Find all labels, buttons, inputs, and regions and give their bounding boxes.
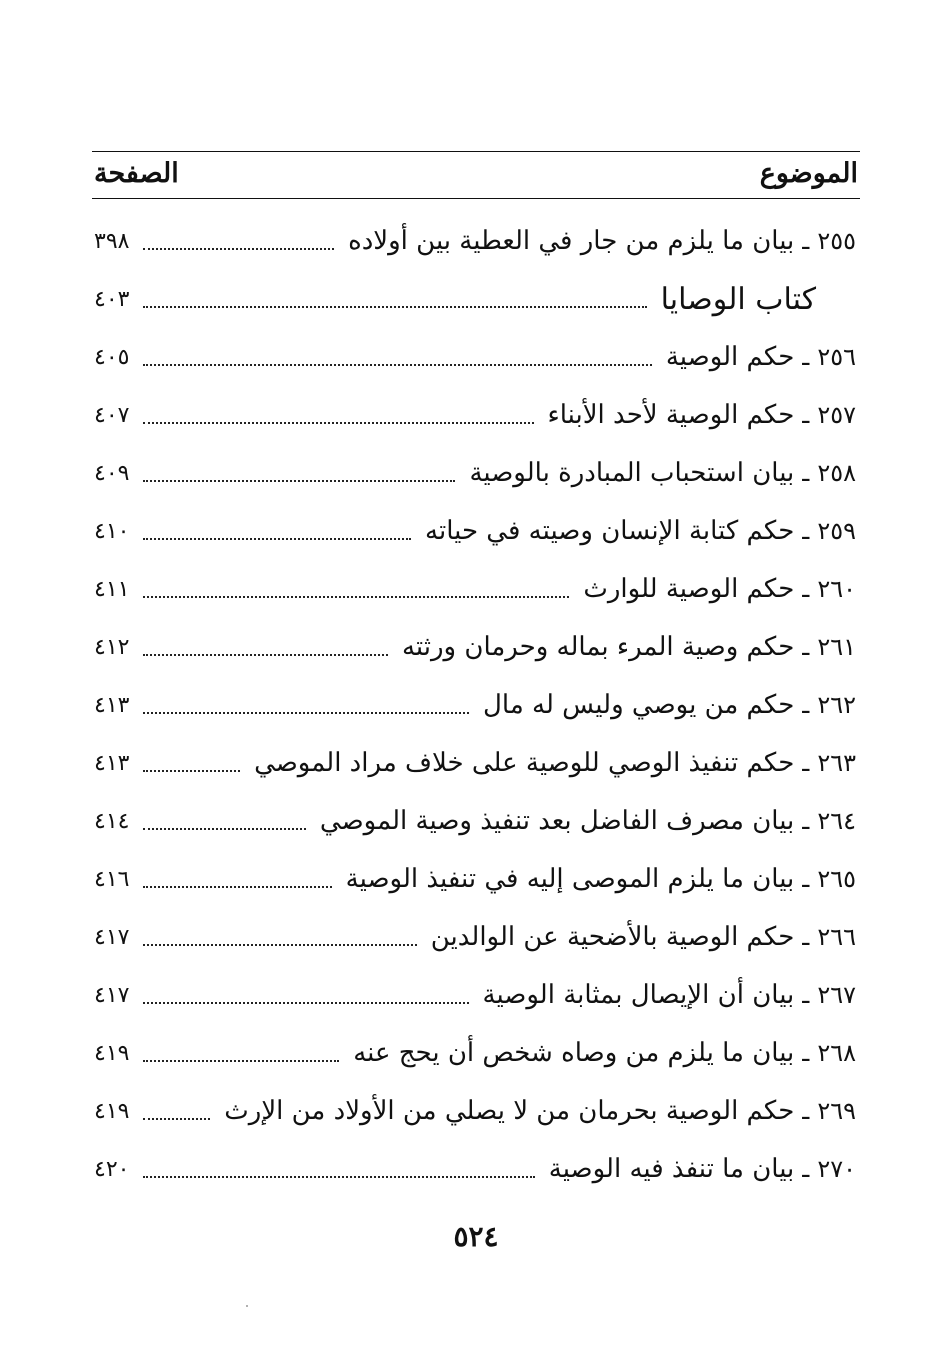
entry-title: بيان ما يلزم من جار في العطية بين أولاده [348, 226, 795, 256]
toc-entry [92, 1140, 860, 1198]
entry-title: بيان مصرف الفاضل بعد تنفيذ وصية الموصي [319, 806, 795, 836]
page-folio-number: ٥٢٤ [453, 1220, 499, 1253]
entry-title: حكم الوصية [665, 342, 795, 372]
entry-page-number: ٤١٠ [94, 518, 130, 544]
entry-number: ٢٦٣ [817, 749, 856, 777]
entry-title: حكم الوصية بالأضحية عن الوالدين [430, 922, 795, 952]
entry-dash: ـ [802, 227, 810, 255]
entry-dash: ـ [802, 981, 810, 1009]
entry-title: حكم الوصية للوارث [583, 574, 795, 604]
entry-title: بيان استحباب المبادرة بالوصية [469, 458, 795, 488]
entry-number: ٢٥٨ [817, 459, 856, 487]
entry-page-number: ٤١٩ [94, 1040, 130, 1066]
entry-dash: ـ [802, 633, 810, 661]
entry-number: ٢٥٦ [817, 343, 856, 371]
dot-leader [143, 306, 646, 308]
topic-column-heading: الموضوع [759, 158, 858, 189]
entry-page-number: ٤١٩ [94, 1098, 130, 1124]
table-of-contents [92, 212, 860, 1198]
dot-leader [143, 654, 388, 656]
entry-number: ٢٦٢ [817, 691, 856, 719]
entry-page-number: ٤٢٠ [94, 1156, 130, 1182]
entry-dash: ـ [802, 1039, 810, 1067]
entry-dash: ـ [802, 691, 810, 719]
dot-leader [143, 770, 240, 772]
dot-leader [143, 422, 533, 424]
entry-number: ٢٥٥ [817, 227, 856, 255]
dot-leader [143, 596, 569, 598]
toc-entry [92, 502, 860, 560]
toc-entry [92, 212, 860, 270]
entry-dash: ـ [802, 1097, 810, 1125]
toc-entry [92, 1082, 860, 1140]
dot-leader [143, 1176, 534, 1178]
toc-entry [92, 328, 860, 386]
dot-leader [143, 364, 651, 366]
dot-leader [143, 944, 416, 946]
entry-page-number: ٤١٦ [94, 866, 130, 892]
entry-number: ٢٦٠ [817, 575, 856, 603]
toc-entry [92, 792, 860, 850]
entry-number: ٢٥٩ [817, 517, 856, 545]
entry-number: ٢٦٤ [817, 807, 856, 835]
entry-dash: ـ [802, 343, 810, 371]
entry-title: حكم تنفيذ الوصي للوصية على خلاف مراد الموصي [254, 748, 795, 778]
toc-entry [92, 1024, 860, 1082]
toc-entry [92, 560, 860, 618]
toc-entry [92, 734, 860, 792]
dot-leader [143, 1118, 210, 1120]
dot-leader [143, 886, 331, 888]
book-title: كتاب الوصايا [660, 281, 816, 317]
dot-leader [143, 1002, 468, 1004]
entry-page-number: ٤١٧ [94, 924, 130, 950]
toc-entry [92, 908, 860, 966]
toc-entry [92, 966, 860, 1024]
toc-entry [92, 386, 860, 444]
entry-title: بيان ما تنفذ فيه الوصية [548, 1154, 795, 1184]
entry-title: بيان ما يلزم من وصاه شخص أن يحج عنه [353, 1038, 795, 1068]
entry-page-number: ٤١٧ [94, 982, 130, 1008]
entry-title: بيان أن الإيصال بمثابة الوصية [482, 980, 795, 1010]
entry-title: بيان ما يلزم الموصى إليه في تنفيذ الوصية [345, 864, 795, 894]
entry-page-number: ٣٩٨ [94, 228, 130, 254]
entry-number: ٢٧٠ [817, 1155, 856, 1183]
entry-dash: ـ [802, 401, 810, 429]
page-column-heading: الصفحة [94, 158, 179, 189]
entry-dash: ـ [802, 1155, 810, 1183]
toc-entry [92, 676, 860, 734]
entry-page-number: ٤١٣ [94, 750, 130, 776]
dot-leader [143, 1060, 339, 1062]
entry-dash: ـ [802, 517, 810, 545]
entry-number: ٢٦١ [817, 633, 856, 661]
entry-title: حكم كتابة الإنسان وصيته في حياته [425, 516, 795, 546]
entry-page-number: ٤٠٥ [94, 344, 130, 370]
toc-entry [92, 618, 860, 676]
entry-page-number: ٤١٤ [94, 808, 130, 834]
entry-page-number: ٤٠٧ [94, 402, 130, 428]
dot-leader [143, 248, 334, 250]
dot-leader [143, 712, 469, 714]
entry-title: حكم الوصية لأحد الأبناء [547, 400, 795, 430]
entry-dash: ـ [802, 865, 810, 893]
toc-entry [92, 444, 860, 502]
dot-leader [143, 538, 411, 540]
entry-title: حكم الوصية بحرمان من لا يصلي من الأولاد من الإرث [224, 1096, 795, 1126]
entry-title: حكم من يوصي وليس له مال [483, 690, 795, 720]
entry-dash: ـ [802, 923, 810, 951]
entry-number: ٢٦٥ [817, 865, 856, 893]
dot-leader [143, 480, 455, 482]
entry-dash: ـ [802, 749, 810, 777]
entry-page-number: ٤٠٩ [94, 460, 130, 486]
scan-speck [246, 1305, 248, 1307]
entry-page-number: ٤٠٣ [94, 286, 130, 312]
entry-number: ٢٦٦ [817, 923, 856, 951]
entry-number: ٢٦٩ [817, 1097, 856, 1125]
entry-dash: ـ [802, 575, 810, 603]
entry-page-number: ٤١١ [94, 576, 130, 602]
toc-entry [92, 850, 860, 908]
entry-dash: ـ [802, 807, 810, 835]
toc-book-heading [92, 270, 860, 328]
header-top-rule [92, 151, 860, 152]
entry-dash: ـ [802, 459, 810, 487]
entry-title: حكم وصية المرء بماله وحرمان ورثته [401, 632, 795, 662]
entry-page-number: ٤١٢ [94, 634, 130, 660]
dot-leader [143, 828, 305, 830]
entry-number: ٢٦٨ [817, 1039, 856, 1067]
entry-number: ٢٥٧ [817, 401, 856, 429]
entry-page-number: ٤١٣ [94, 692, 130, 718]
entry-number: ٢٦٧ [817, 981, 856, 1009]
header-bottom-rule [92, 198, 860, 199]
